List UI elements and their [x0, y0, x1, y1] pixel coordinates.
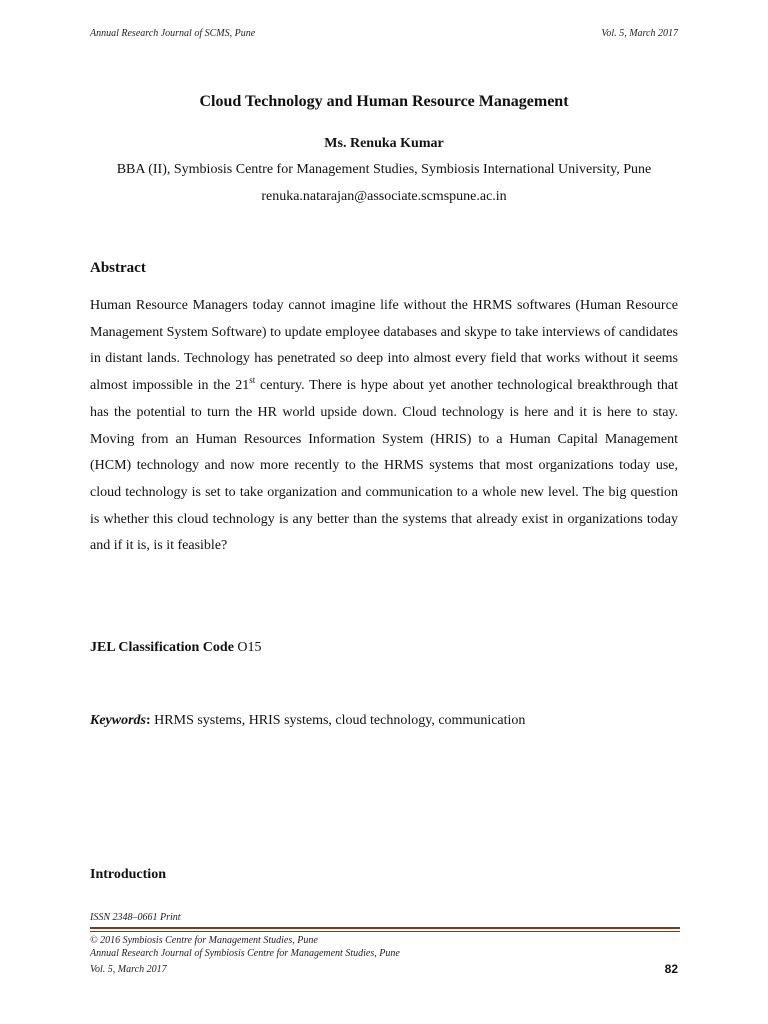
- author-name: Ms. Renuka Kumar: [324, 136, 444, 151]
- introduction-heading: Introduction: [90, 867, 166, 882]
- footer-copyright: © 2016 Symbiosis Centre for Management Studies, Pune: [90, 935, 318, 946]
- keywords-separator: :: [146, 713, 151, 728]
- keywords-value: HRMS systems, HRIS systems, cloud technology, communication: [150, 713, 526, 728]
- footer-journal-full: Annual Research Journal of Symbiosis Centre for Management Studies, Pune: [90, 948, 400, 959]
- author-affiliation: BBA (II), Symbiosis Centre for Management Studies, Symbiosis International University, Pune: [116, 162, 652, 177]
- jel-classification: [90, 640, 262, 656]
- abstract-text-part-2: century. There is hype about yet another technological breakthrough that has the potential to turn the HR world upside down. Cloud technology is here and it is here to stay. Moving from an Human Resources Information System (HRIS) to a Human Capital Management (HCM) technology and now more recently to the HRMS systems that most organizations today use, cloud technology is set to take organization and communication to a whole new level. The big question is whether this cloud technology is any better than the systems that already exist in organizations today and if it is, is it feasible?: [90, 378, 678, 554]
- keywords-label: Keywords: [90, 713, 146, 728]
- jel-value: O15: [233, 640, 262, 655]
- jel-label: JEL Classification Code: [90, 640, 234, 655]
- footer-rule-thin: [90, 931, 680, 932]
- keywords-line: [90, 713, 525, 729]
- footer-issn: ISSN 2348–0661 Print: [90, 912, 181, 923]
- abstract-text-part-1: Human Resource Managers today cannot imagine life without the HRMS softwares (Human Resource Management System Software) to update employee databases and skype to take interviews of candidates in distant lands. Technology has penetrated so deep into almost every field that works without it seems almost impossible in the 21: [90, 298, 678, 394]
- footer-rule-thick: [90, 927, 680, 929]
- page-number: 82: [664, 962, 678, 976]
- abstract-text: [90, 293, 678, 560]
- author-email: renuka.natarajan@associate.scmspune.ac.in: [261, 189, 507, 204]
- abstract-heading: Abstract: [90, 260, 146, 276]
- header-journal-name: Annual Research Journal of SCMS, Pune: [90, 28, 256, 39]
- article-title: Cloud Technology and Human Resource Management: [199, 93, 569, 110]
- ordinal-superscript: st: [249, 375, 256, 386]
- footer-volume: Vol. 5, March 2017: [90, 964, 167, 975]
- header-volume: Vol. 5, March 2017: [601, 28, 678, 39]
